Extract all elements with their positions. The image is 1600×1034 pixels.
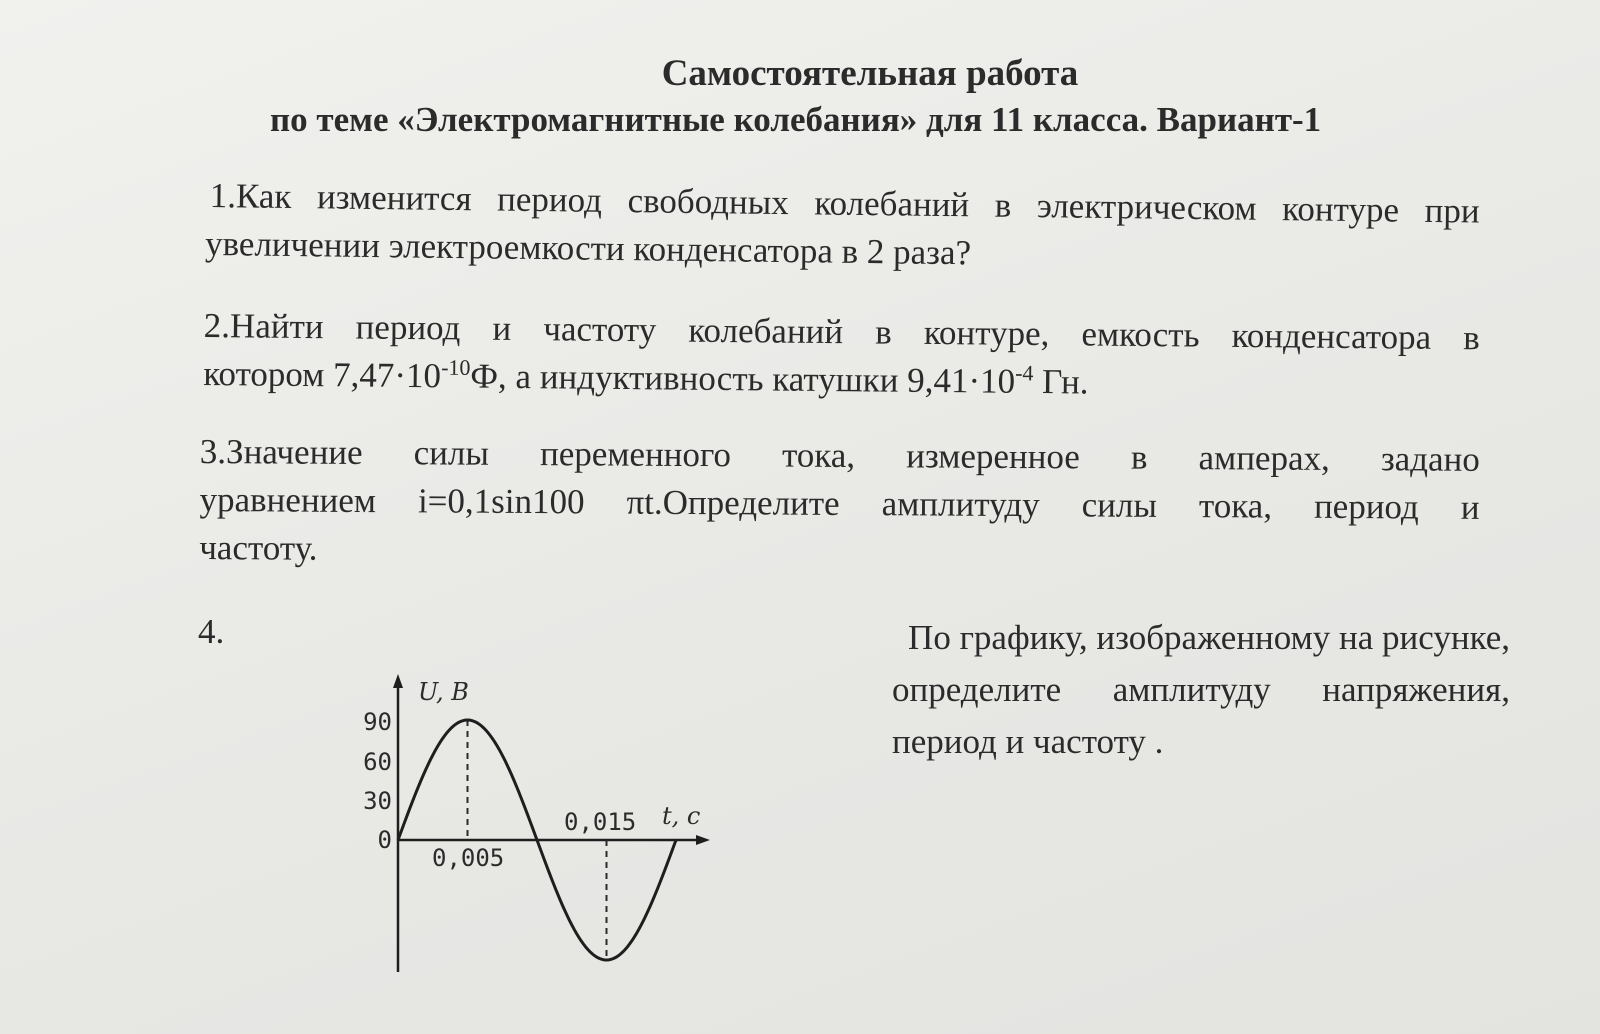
- task-1-line-2: увеличении электроемкости конденсатора в 2 раза?: [204, 223, 972, 273]
- y-tick-label-30: 30: [363, 787, 392, 815]
- x-axis-label-t: t, с: [662, 802, 701, 830]
- y-tick-label-90: 90: [363, 708, 392, 736]
- task-2-text-a: котором 7,47·10: [203, 353, 442, 396]
- x-axis-arrow: [696, 835, 710, 845]
- task-4-line-1: По графику, изображенному на рисунке,: [908, 618, 1510, 657]
- page-title: Самостоятельная работа: [661, 53, 1079, 94]
- task-3-line-2: уравнением i=0,1sin100 πt.Определите амплитуду силы тока, период и: [199, 479, 1480, 527]
- task-3-line-3: частоту.: [199, 527, 318, 568]
- y-tick-label-60: 60: [363, 748, 392, 776]
- task-1-line-1: 1.Как изменится период свободных колебаний в электрическом контуре при: [209, 175, 1480, 231]
- x-tick-label-0-015: 0,015: [564, 808, 637, 836]
- task-3-line-1: 3.Значение силы переменного тока, измеренное в амперах, задано: [199, 431, 1480, 479]
- task-2: [203, 302, 1480, 410]
- task-3: [199, 428, 1480, 580]
- task-4-text: [830, 612, 1510, 768]
- page-subtitle: по теме «Электромагнитные колебания» для 11 класса. Вариант-1: [270, 100, 1322, 139]
- task-4-number: 4.: [198, 612, 225, 651]
- y-axis-arrow: [393, 674, 403, 688]
- y-axis-label-u: U, В: [418, 678, 469, 706]
- task-2-line-1: 2.Найти период и частоту колебаний в контуре, емкость конденсатора в: [203, 305, 1480, 358]
- task-2-text-b: Ф, а индуктивность катушки 9,41·10: [470, 356, 1016, 401]
- task-2-exponent-2: -4: [1015, 360, 1034, 386]
- voltage-time-graph: [340, 660, 740, 990]
- task-2-exponent-1: -10: [441, 354, 471, 380]
- task-1: [204, 172, 1480, 284]
- task-2-text-c: Гн.: [1041, 362, 1089, 402]
- y-tick-label-0: 0: [377, 826, 392, 854]
- task-4-line-3: период и частоту .: [892, 722, 1164, 761]
- task-4-line-2: определите амплитуду напряжения,: [892, 670, 1510, 709]
- x-tick-label-0-005: 0,005: [432, 844, 505, 872]
